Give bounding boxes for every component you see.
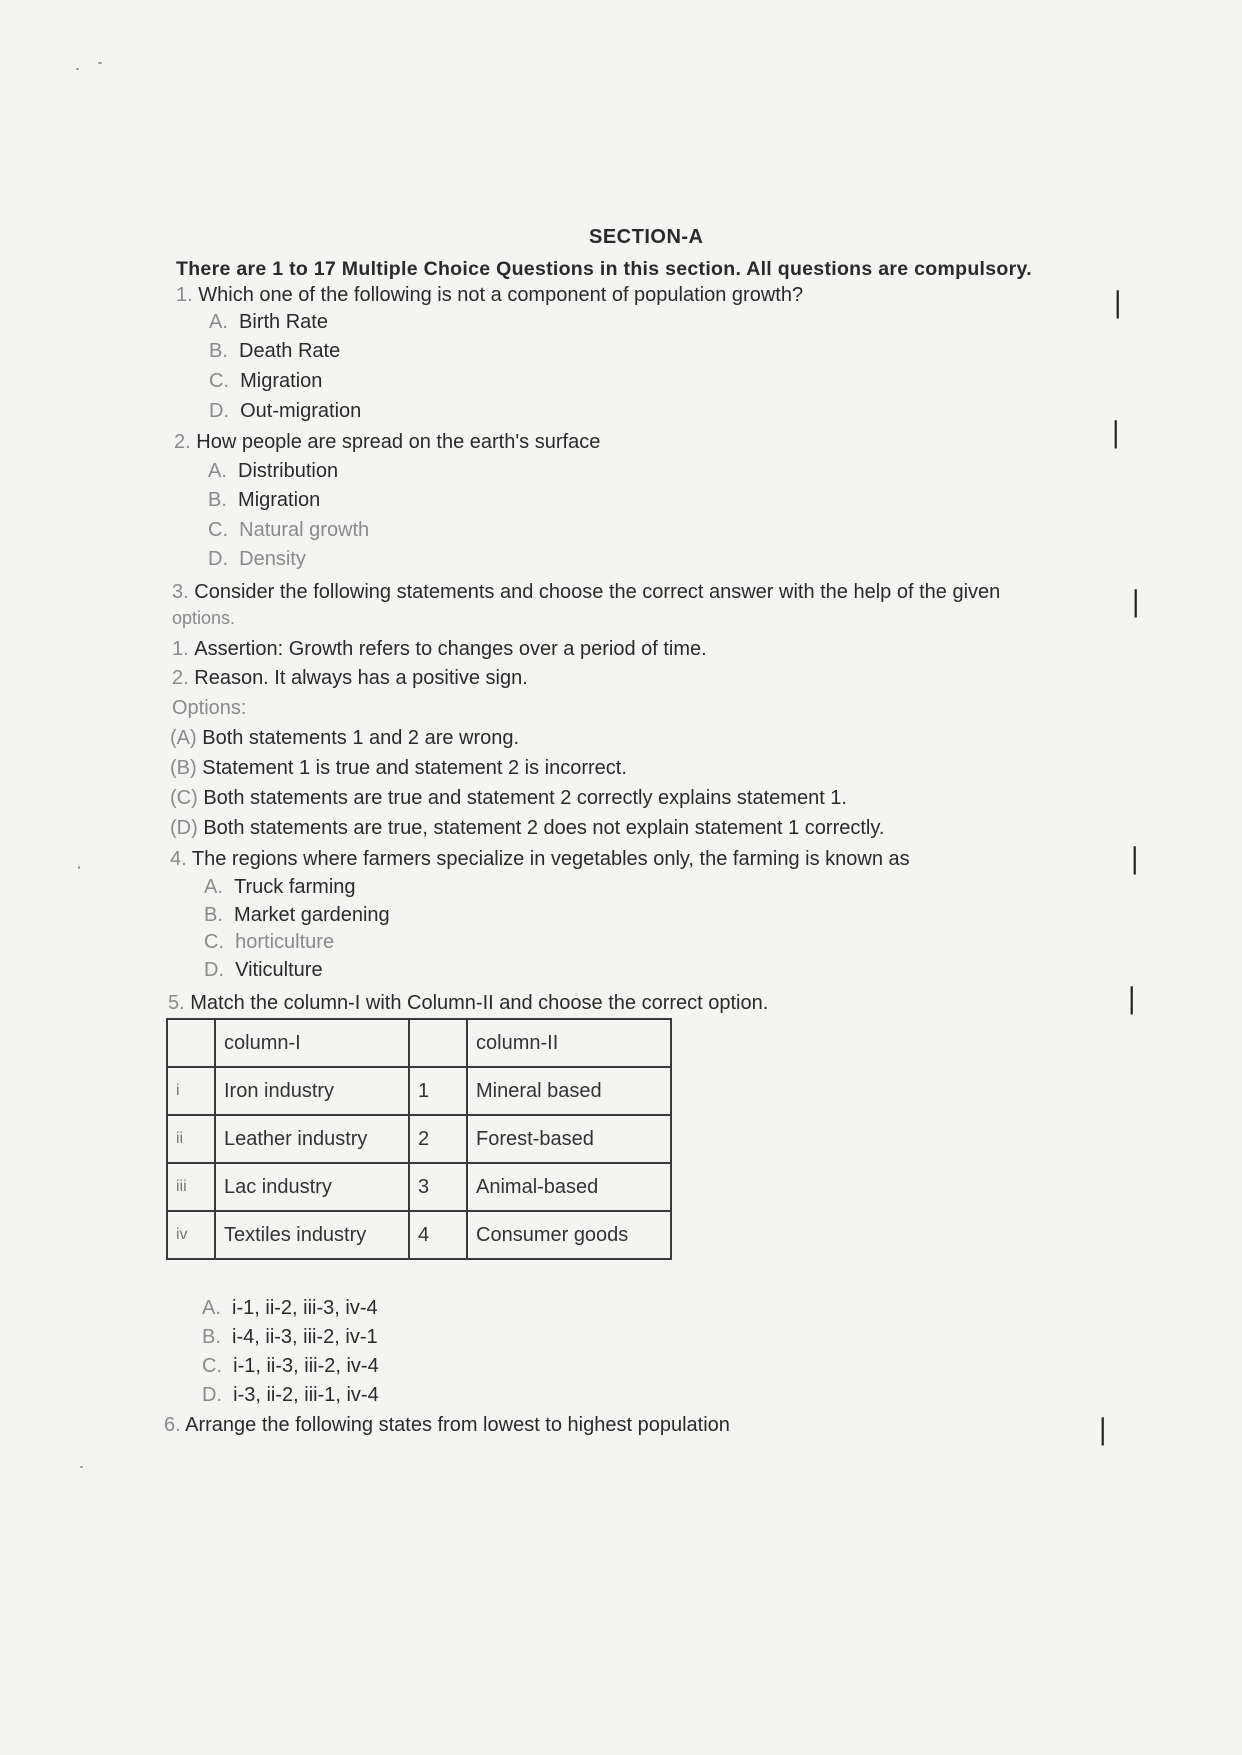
table-cell: ii — [167, 1115, 215, 1163]
question-4 — [170, 847, 910, 871]
option: D. Out-migration — [209, 400, 362, 422]
table-cell: 2 — [409, 1115, 467, 1163]
question-number: 4. — [170, 848, 187, 870]
option: C. Migration — [209, 370, 323, 392]
question-6 — [164, 1413, 730, 1437]
option: C. Natural growth — [208, 519, 370, 541]
statement: 1. Assertion: Growth refers to changes over a period of time. — [172, 638, 707, 660]
question-3 — [172, 580, 1000, 604]
statement: 2. Reason. It always has a positive sign. — [172, 667, 528, 689]
scan-speck — [76, 68, 79, 70]
table-cell — [167, 1019, 215, 1067]
table-header-cell: column-II — [467, 1019, 671, 1067]
question-1 — [176, 283, 803, 307]
options-label: Options: — [172, 697, 247, 719]
option: (D) Both statements are true, statement 2 does not explain statement 1 correctly. — [170, 817, 885, 839]
option: A. Distribution — [208, 460, 339, 482]
question-text: Match the column-I with Column-II and choose the correct option. — [190, 992, 769, 1014]
mark-tick: | — [1130, 842, 1140, 875]
question-number: 5. — [168, 992, 185, 1014]
question-text: Arrange the following states from lowest to highest population — [185, 1414, 730, 1436]
section-instruction: There are 1 to 17 Multiple Choice Questions in this section. All questions are compulsory. — [176, 258, 1032, 280]
option: (B) Statement 1 is true and statement 2 is incorrect. — [170, 757, 627, 779]
option: C. horticulture — [204, 931, 335, 953]
question-number: 1. — [176, 284, 193, 306]
question-number: 3. — [172, 581, 189, 603]
scan-speck — [98, 62, 102, 64]
scan-speck — [78, 866, 80, 869]
table-cell: Consumer goods — [467, 1211, 671, 1259]
mark-tick: | — [1127, 982, 1137, 1015]
table-cell — [409, 1019, 467, 1067]
option: B. i-4, ii-3, iii-2, iv-1 — [202, 1326, 378, 1348]
question-text: Consider the following statements and choose the correct answer with the help of the given — [194, 581, 1001, 603]
option: A. i-1, ii-2, iii-3, iv-4 — [202, 1297, 378, 1319]
table-header-cell: column-I — [215, 1019, 409, 1067]
question-text-continued: options. — [172, 608, 236, 628]
option: C. i-1, ii-3, iii-2, iv-4 — [202, 1355, 379, 1377]
table-row — [167, 1211, 671, 1259]
option: A. Truck farming — [204, 876, 356, 898]
table-header-row — [167, 1019, 671, 1067]
option: D. i-3, ii-2, iii-1, iv-4 — [202, 1384, 379, 1406]
table-cell: 4 — [409, 1211, 467, 1259]
option: D. Viticulture — [204, 959, 323, 981]
table-cell: Iron industry — [215, 1067, 409, 1115]
table-cell: iv — [167, 1211, 215, 1259]
scan-speck — [80, 1466, 83, 1468]
mark-tick: | — [1113, 286, 1123, 319]
question-5 — [168, 991, 768, 1015]
table-cell: 1 — [409, 1067, 467, 1115]
question-text: Which one of the following is not a component of population growth? — [198, 284, 804, 306]
option: (A) Both statements 1 and 2 are wrong. — [170, 727, 520, 749]
table-row — [167, 1115, 671, 1163]
mark-tick: | — [1131, 585, 1141, 618]
question-number: 6. — [164, 1414, 181, 1436]
option: D. Density — [208, 548, 306, 570]
question-number: 2. — [174, 431, 191, 453]
mark-tick: | — [1111, 416, 1121, 449]
table-cell: Forest-based — [467, 1115, 671, 1163]
option: (C) Both statements are true and statement 2 correctly explains statement 1. — [170, 787, 847, 809]
table-cell: Textiles industry — [215, 1211, 409, 1259]
table-cell: Lac industry — [215, 1163, 409, 1211]
option: A. Birth Rate — [209, 311, 328, 333]
question-text: How people are spread on the earth's surface — [196, 431, 601, 453]
question-2 — [174, 430, 600, 454]
table-cell: Mineral based — [467, 1067, 671, 1115]
mark-tick: | — [1098, 1413, 1108, 1446]
table-cell: iii — [167, 1163, 215, 1211]
option: B. Death Rate — [209, 340, 341, 362]
match-table — [166, 1018, 672, 1260]
table-cell: Leather industry — [215, 1115, 409, 1163]
section-title: SECTION-A — [589, 226, 704, 248]
option: B. Migration — [208, 489, 321, 511]
table-row — [167, 1163, 671, 1211]
table-cell: i — [167, 1067, 215, 1115]
table-cell: Animal-based — [467, 1163, 671, 1211]
question-text: The regions where farmers specialize in vegetables only, the farming is known as — [191, 848, 910, 870]
option: B. Market gardening — [204, 904, 390, 926]
table-row — [167, 1067, 671, 1115]
table-cell: 3 — [409, 1163, 467, 1211]
